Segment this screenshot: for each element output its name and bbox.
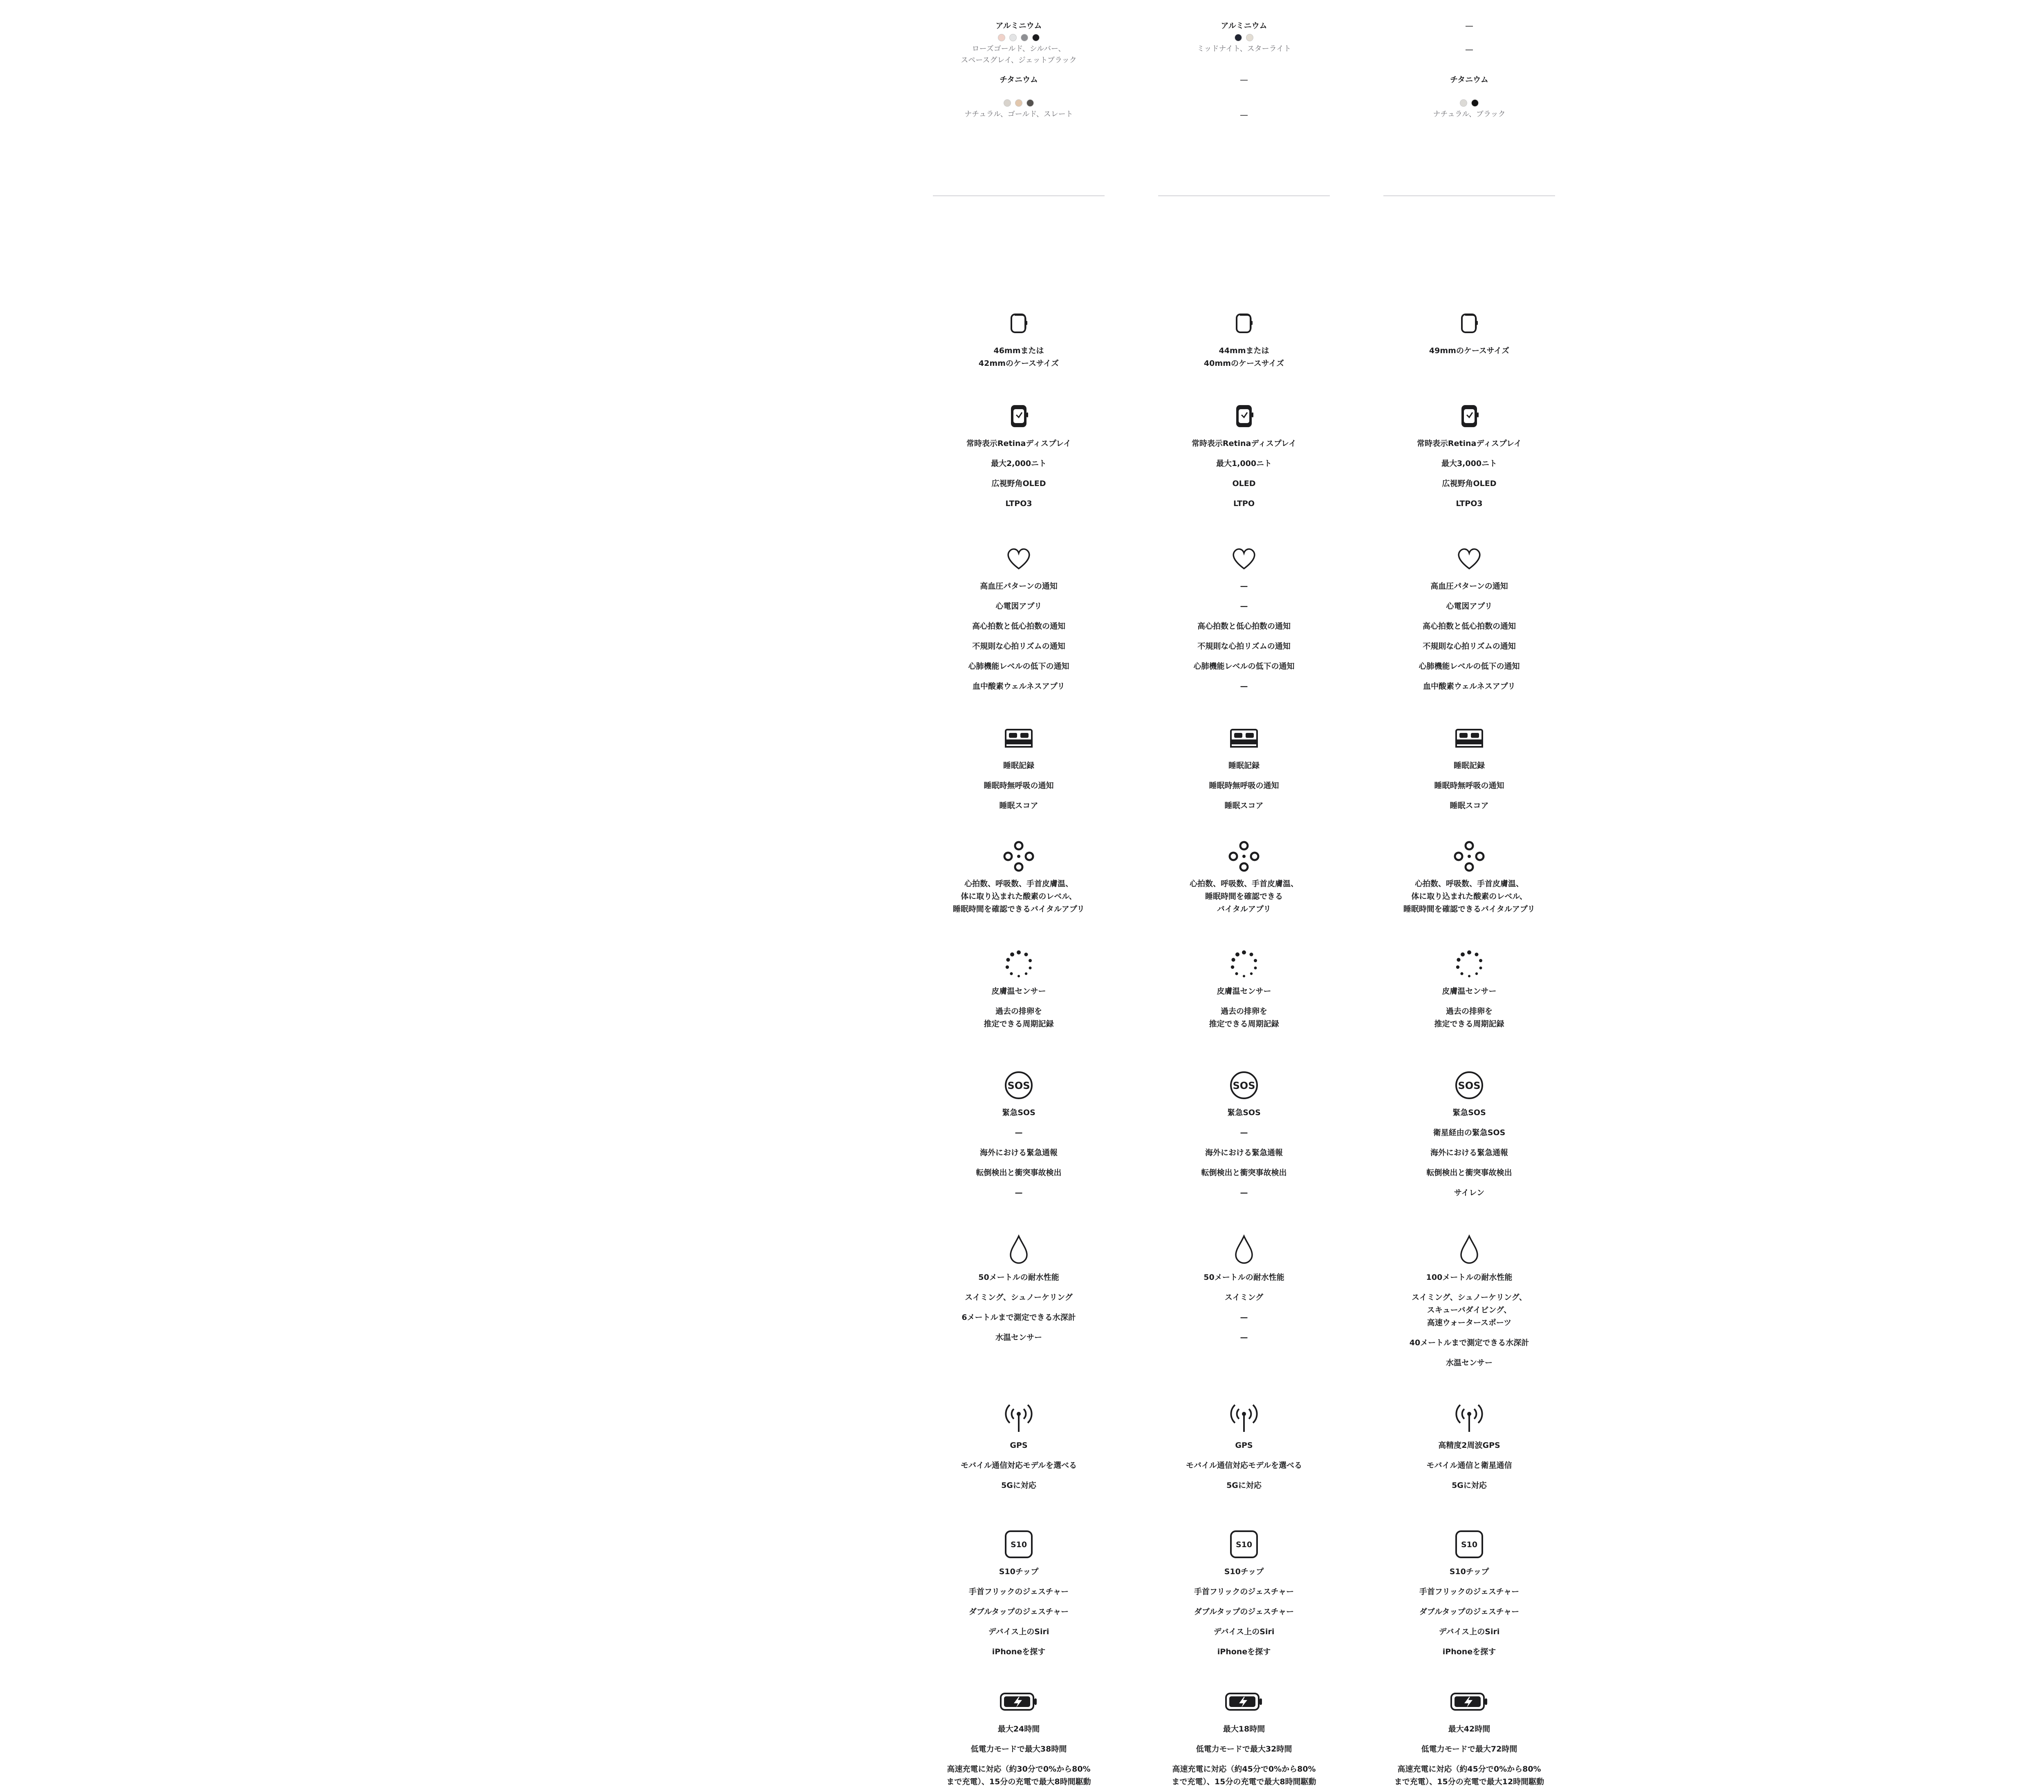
sleep-icon	[1383, 721, 1555, 756]
titanium-label: チタニウム	[1450, 75, 1488, 84]
water-item: —	[1240, 1333, 1248, 1342]
sos-item: 緊急SOS	[1002, 1108, 1035, 1117]
heart-item: 心電図アプリ	[995, 602, 1042, 611]
titanium-label: チタニウム	[1000, 75, 1038, 84]
water-item: 100メートルの耐水性能	[1426, 1273, 1513, 1282]
chip-item: デバイス上のSiri	[1439, 1627, 1500, 1636]
vitals-text: 心拍数、呼吸数、手首皮膚温、 睡眠時間を確認できる バイタルアプリ	[1189, 879, 1298, 914]
water-section	[1383, 1232, 1555, 1373]
sos-section	[1158, 1068, 1330, 1203]
chip-item: 手首フリックのジェスチャー	[968, 1587, 1069, 1596]
titanium-swatches-empty	[1158, 97, 1330, 109]
battery-section	[933, 1684, 1105, 1792]
heart-item: —	[1240, 582, 1248, 591]
sos-item: 緊急SOS	[1452, 1108, 1486, 1117]
heart-item: 心肺機能レベルの低下の通知	[1193, 662, 1295, 671]
color-swatch[interactable]	[1235, 34, 1242, 41]
chip-item: S10チップ	[999, 1567, 1039, 1576]
svg-text:S10: S10	[1235, 1540, 1253, 1549]
vitals-section	[933, 839, 1105, 919]
display-item: 常時表示Retinaディスプレイ	[966, 439, 1071, 448]
temp-section	[933, 946, 1105, 1034]
finish-section	[1158, 0, 1330, 121]
vitals-section	[1158, 839, 1330, 919]
sleep-section	[1383, 721, 1555, 816]
display-icon	[1383, 399, 1555, 434]
sos-item: 衛星経由の緊急SOS	[1433, 1128, 1506, 1137]
battery-item: 最大24時間	[997, 1725, 1040, 1734]
water-item: スイミング	[1224, 1293, 1264, 1302]
sos-section	[933, 1068, 1105, 1203]
water-section	[933, 1232, 1105, 1348]
chip-item: ダブルタップのジェスチャー	[1194, 1607, 1294, 1616]
sos-icon	[1158, 1068, 1330, 1103]
chip-item: デバイス上のSiri	[988, 1627, 1049, 1636]
battery-item: 最大42時間	[1448, 1725, 1490, 1734]
comparison-column-1	[933, 0, 1105, 1786]
chip-icon	[1158, 1527, 1330, 1562]
titanium-swatches	[1383, 97, 1555, 109]
temp-icon	[1383, 946, 1555, 981]
gps-item: モバイル通信対応モデルを選べる	[1186, 1461, 1302, 1470]
gps-icon	[933, 1400, 1105, 1436]
battery-item: 低電力モードで最大72時間	[1421, 1745, 1517, 1754]
gps-item: GPS	[1235, 1441, 1253, 1450]
display-item: 最大1,000ニト	[1216, 459, 1272, 468]
sleep-item: 睡眠記録	[1003, 761, 1034, 770]
gps-section	[933, 1400, 1105, 1496]
display-item: 常時表示Retinaディスプレイ	[1191, 439, 1297, 448]
heart-item: —	[1240, 602, 1248, 611]
heart-item: 高心拍数と低心拍数の通知	[1197, 622, 1291, 631]
color-swatch[interactable]	[1246, 34, 1253, 41]
sos-item: 緊急SOS	[1227, 1108, 1261, 1117]
battery-item: 高速充電に対応（約45分で0%から80% まで充電）、15分の充電で最大12時間駆動	[1394, 1765, 1544, 1786]
water-item: 50メートルの耐水性能	[978, 1273, 1059, 1282]
chip-section	[933, 1527, 1105, 1662]
sleep-item: 睡眠スコア	[999, 801, 1038, 810]
color-swatch[interactable]	[1021, 34, 1028, 41]
color-swatch[interactable]	[1009, 34, 1017, 41]
water-item: 50メートルの耐水性能	[1204, 1273, 1284, 1282]
sos-item: 海外における緊急通報	[1430, 1148, 1508, 1157]
sleep-icon	[1158, 721, 1330, 756]
gps-section	[1158, 1400, 1330, 1496]
heart-item: —	[1240, 682, 1248, 691]
chip-icon	[933, 1527, 1105, 1562]
display-section	[1383, 399, 1555, 514]
heart-item: 血中酸素ウェルネスアプリ	[973, 682, 1065, 691]
aluminium-color-names: ローズゴールド、シルバー、 スペースグレイ、ジェットブラック	[961, 45, 1077, 65]
vitals-text: 心拍数、呼吸数、手首皮膚温、 体に取り込まれた酸素のレベル、 睡眠時間を確認できるバイタルアプリ	[953, 879, 1085, 914]
color-swatch[interactable]	[1460, 99, 1467, 107]
temp-item: 皮膚温センサー	[1442, 987, 1497, 996]
aluminium-label: アルミニウム	[1221, 21, 1267, 30]
heart-section	[1158, 541, 1330, 697]
finish-section	[933, 0, 1105, 132]
aluminium-color-names: —	[1465, 45, 1473, 54]
water-item: スイミング、シュノーケリング、 スキューバダイビング、 高速ウォータースポーツ	[1412, 1293, 1527, 1327]
display-item: 広視野角OLED	[1442, 479, 1497, 488]
case-text: 49mmのケースサイズ	[1429, 346, 1510, 355]
heart-item: 心電図アプリ	[1446, 602, 1493, 611]
water-item: スイミング、シュノーケリング	[965, 1293, 1073, 1302]
temp-item: 皮膚温センサー	[1217, 987, 1271, 996]
titanium-color-names: ナチュラル、ゴールド、スレート	[964, 110, 1073, 119]
gps-item: モバイル通信と衛星通信	[1426, 1461, 1512, 1470]
gps-icon	[1383, 1400, 1555, 1436]
water-item: 水温センサー	[1446, 1358, 1493, 1367]
heart-item: 心肺機能レベルの低下の通知	[968, 662, 1069, 671]
case-section	[933, 306, 1105, 374]
gps-icon	[1158, 1400, 1330, 1436]
water-icon	[933, 1232, 1105, 1268]
finish-section	[1383, 0, 1555, 132]
svg-text:SOS: SOS	[1233, 1080, 1255, 1091]
display-item: LTPO	[1233, 499, 1255, 508]
sos-icon	[1383, 1068, 1555, 1103]
chip-icon	[1383, 1527, 1555, 1562]
display-section	[1158, 399, 1330, 514]
heart-item: 高心拍数と低心拍数の通知	[1422, 622, 1516, 631]
chip-section	[1158, 1527, 1330, 1662]
temp-item: 過去の排卵を 推定できる周期記録	[1209, 1007, 1279, 1028]
gps-section	[1383, 1400, 1555, 1496]
chip-item: ダブルタップのジェスチャー	[968, 1607, 1069, 1616]
heart-icon	[1158, 541, 1330, 576]
water-item: 40メートルまで測定できる水深計	[1409, 1338, 1529, 1347]
color-swatch[interactable]	[1015, 99, 1022, 107]
sos-item: —	[1015, 1128, 1023, 1137]
aluminium-label: —	[1465, 21, 1473, 31]
heart-icon	[1383, 541, 1555, 576]
temp-item: 過去の排卵を 推定できる周期記録	[984, 1007, 1054, 1028]
chip-item: 手首フリックのジェスチャー	[1419, 1587, 1520, 1596]
heart-item: 高血圧パターンの通知	[1430, 582, 1508, 591]
heart-section	[933, 541, 1105, 697]
sleep-item: 睡眠スコア	[1224, 801, 1264, 810]
aluminium-color-names: ミッドナイト、スターライト	[1197, 45, 1291, 53]
display-item: 最大2,000ニト	[991, 459, 1047, 468]
temp-section	[1383, 946, 1555, 1034]
vitals-icon	[1158, 839, 1330, 874]
heart-item: 高心拍数と低心拍数の通知	[972, 622, 1065, 631]
chip-item: iPhoneを探す	[992, 1647, 1046, 1656]
display-section	[933, 399, 1105, 514]
sos-icon	[933, 1068, 1105, 1103]
svg-text:S10: S10	[1010, 1540, 1027, 1549]
vitals-icon	[933, 839, 1105, 874]
battery-icon	[1158, 1684, 1330, 1719]
battery-section	[1158, 1684, 1330, 1792]
case-icon	[1383, 306, 1555, 341]
water-item: 6メートルまで測定できる水深計	[961, 1313, 1076, 1322]
water-item: 水温センサー	[995, 1333, 1042, 1342]
water-section	[1158, 1232, 1330, 1348]
case-section	[1383, 306, 1555, 361]
display-item: 最大3,000ニト	[1441, 459, 1497, 468]
sleep-icon	[933, 721, 1105, 756]
sos-item: 転倒検出と衝突事故検出	[976, 1168, 1062, 1177]
display-item: 広視野角OLED	[991, 479, 1046, 488]
case-text: 44mmまたは 40mmのケースサイズ	[1204, 346, 1284, 368]
color-swatch[interactable]	[1004, 99, 1011, 107]
sos-item: —	[1240, 1188, 1248, 1197]
water-item: —	[1240, 1313, 1248, 1322]
gps-item: GPS	[1010, 1441, 1028, 1450]
aluminium-label: アルミニウム	[995, 21, 1042, 30]
water-icon	[1158, 1232, 1330, 1268]
display-icon	[933, 399, 1105, 434]
battery-item: 最大18時間	[1223, 1725, 1265, 1734]
heart-section	[1383, 541, 1555, 697]
battery-item: 高速充電に対応（約45分で0%から80% まで充電）、15分の充電で最大8時間駆動	[1172, 1765, 1316, 1786]
sleep-section	[1158, 721, 1330, 816]
chip-item: S10チップ	[1224, 1567, 1264, 1576]
color-swatch[interactable]	[1026, 99, 1034, 107]
heart-item: 心肺機能レベルの低下の通知	[1419, 662, 1520, 671]
titanium-color-names: ナチュラル、ブラック	[1433, 110, 1506, 119]
aluminium-swatches-empty	[1383, 32, 1555, 43]
display-item: LTPO3	[1456, 499, 1483, 508]
heart-item: 高血圧パターンの通知	[980, 582, 1058, 591]
sos-section	[1383, 1068, 1555, 1203]
sos-item: —	[1240, 1128, 1248, 1137]
chip-item: ダブルタップのジェスチャー	[1419, 1607, 1520, 1616]
chip-item: iPhoneを探す	[1442, 1647, 1496, 1656]
section-divider	[933, 195, 1105, 196]
vitals-section	[1383, 839, 1555, 919]
display-icon	[1158, 399, 1330, 434]
vitals-text: 心拍数、呼吸数、手首皮膚温、 体に取り込まれた酸素のレベル、 睡眠時間を確認できるバイタルアプリ	[1403, 879, 1535, 914]
case-text: 46mmまたは 42mmのケースサイズ	[978, 346, 1059, 368]
sos-item: —	[1015, 1188, 1023, 1197]
sleep-item: 睡眠スコア	[1450, 801, 1489, 810]
sleep-section	[933, 721, 1105, 816]
temp-item: 過去の排卵を 推定できる周期記録	[1434, 1007, 1504, 1028]
sos-item: 転倒検出と衝突事故検出	[1201, 1168, 1287, 1177]
color-swatch[interactable]	[998, 34, 1005, 41]
battery-section	[1383, 1684, 1555, 1792]
battery-icon	[933, 1684, 1105, 1719]
sos-item: 海外における緊急通報	[1205, 1148, 1283, 1157]
chip-item: S10チップ	[1449, 1567, 1489, 1576]
sleep-item: 睡眠時無呼吸の通知	[984, 781, 1054, 790]
heart-item: 血中酸素ウェルネスアプリ	[1423, 682, 1515, 691]
heart-icon	[933, 541, 1105, 576]
temp-icon	[933, 946, 1105, 981]
chip-item: デバイス上のSiri	[1213, 1627, 1275, 1636]
section-divider	[1158, 195, 1330, 196]
sleep-item: 睡眠記録	[1228, 761, 1260, 770]
titanium-color-names: —	[1240, 110, 1248, 120]
gps-item: 5Gに対応	[1452, 1481, 1487, 1490]
color-swatch[interactable]	[1471, 99, 1479, 107]
sleep-item: 睡眠時無呼吸の通知	[1434, 781, 1504, 790]
gps-item: 5Gに対応	[1226, 1481, 1262, 1490]
display-item: LTPO3	[1005, 499, 1032, 508]
gps-item: 5Gに対応	[1001, 1481, 1036, 1490]
case-icon	[1158, 306, 1330, 341]
battery-icon	[1383, 1684, 1555, 1719]
chip-item: 手首フリックのジェスチャー	[1194, 1587, 1294, 1596]
display-item: 常時表示Retinaディスプレイ	[1416, 439, 1522, 448]
battery-item: 低電力モードで最大38時間	[970, 1745, 1067, 1754]
sleep-item: 睡眠記録	[1453, 761, 1485, 770]
battery-item: 低電力モードで最大32時間	[1196, 1745, 1292, 1754]
gps-item: モバイル通信対応モデルを選べる	[960, 1461, 1077, 1470]
comparison-column-3	[1383, 0, 1555, 1786]
sos-item: 転倒検出と衝突事故検出	[1426, 1168, 1512, 1177]
aluminium-swatches	[1158, 32, 1330, 43]
case-icon	[933, 306, 1105, 341]
display-item: OLED	[1232, 479, 1256, 488]
battery-item: 高速充電に対応（約30分で0%から80% まで充電）、15分の充電で最大8時間駆動	[946, 1765, 1091, 1786]
titanium-swatches	[933, 97, 1105, 109]
vitals-icon	[1383, 839, 1555, 874]
svg-text:S10: S10	[1461, 1540, 1478, 1549]
temp-item: 皮膚温センサー	[991, 987, 1046, 996]
titanium-label: —	[1240, 75, 1248, 85]
gps-item: 高精度2周波GPS	[1438, 1441, 1500, 1450]
svg-text:SOS: SOS	[1007, 1080, 1030, 1091]
sos-item: サイレン	[1454, 1188, 1485, 1197]
case-section	[1158, 306, 1330, 374]
svg-text:SOS: SOS	[1458, 1080, 1481, 1091]
heart-item: 不規則な心拍リズムの通知	[1423, 642, 1516, 651]
sleep-item: 睡眠時無呼吸の通知	[1209, 781, 1279, 790]
aluminium-swatches	[933, 32, 1105, 43]
sos-item: 海外における緊急通報	[979, 1148, 1058, 1157]
water-icon	[1383, 1232, 1555, 1268]
heart-item: 不規則な心拍リズムの通知	[972, 642, 1065, 651]
heart-item: 不規則な心拍リズムの通知	[1197, 642, 1291, 651]
temp-icon	[1158, 946, 1330, 981]
section-divider	[1383, 195, 1555, 196]
comparison-column-2	[1158, 0, 1330, 1786]
chip-item: iPhoneを探す	[1217, 1647, 1271, 1656]
color-swatch[interactable]	[1032, 34, 1040, 41]
chip-section	[1383, 1527, 1555, 1662]
temp-section	[1158, 946, 1330, 1034]
